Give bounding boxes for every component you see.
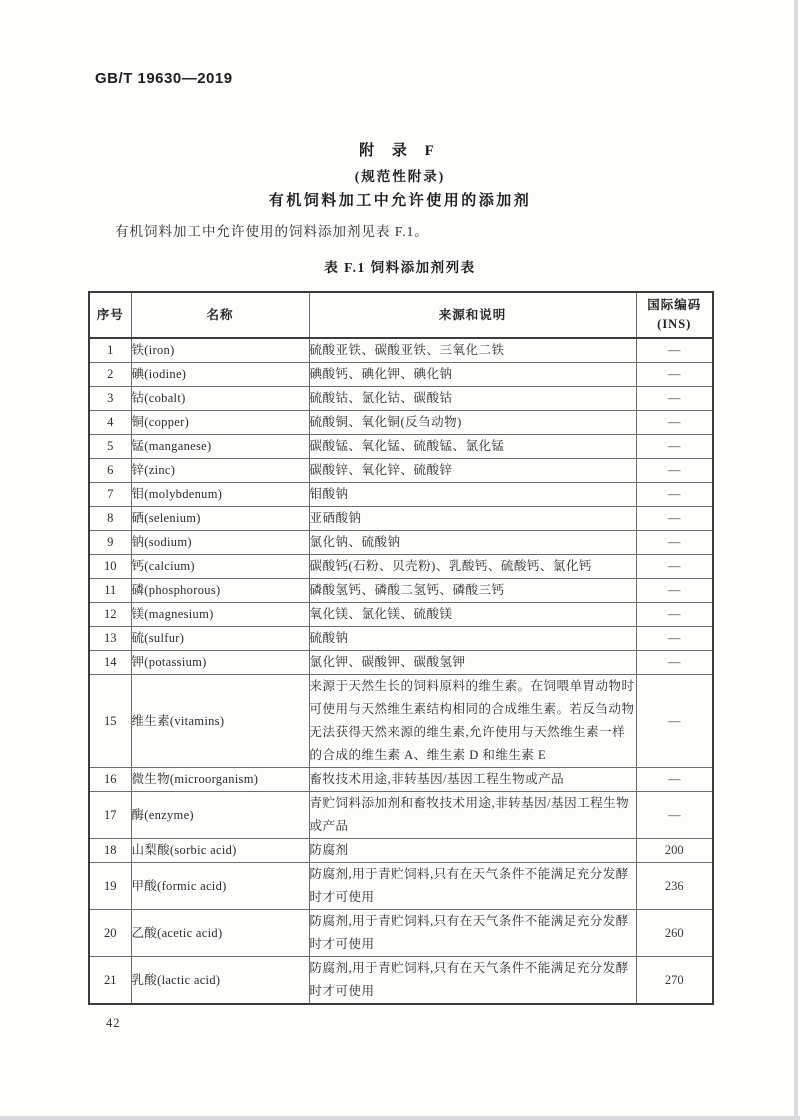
cell-source-description: 磷酸氢钙、磷酸二氢钙、磷酸三钙 xyxy=(309,579,636,603)
cell-name: 乳酸(lactic acid) xyxy=(131,957,309,1005)
cell-ins-code: — xyxy=(636,483,713,507)
cell-name: 钴(cobalt) xyxy=(131,387,309,411)
cell-ins-code: — xyxy=(636,387,713,411)
table-row xyxy=(89,651,713,675)
cell-serial: 19 xyxy=(89,863,131,910)
cell-source-description: 硫酸亚铁、碳酸亚铁、三氧化二铁 xyxy=(309,338,636,363)
cell-serial: 8 xyxy=(89,507,131,531)
page-number: 42 xyxy=(106,1016,121,1030)
cell-ins-code: 200 xyxy=(636,839,713,863)
header-ins-line1: 国际编码 xyxy=(647,298,702,312)
cell-ins-code: — xyxy=(636,411,713,435)
table-row xyxy=(89,910,713,957)
intro-paragraph: 有机饲料加工中允许使用的饲料添加剂见表 F.1。 xyxy=(115,224,429,239)
table-row xyxy=(89,603,713,627)
table-row xyxy=(89,435,713,459)
header-desc: 来源和说明 xyxy=(309,292,636,338)
cell-ins-code: — xyxy=(636,363,713,387)
appendix-heading: 有机饲料加工中允许使用的添加剂 xyxy=(268,193,532,209)
cell-source-description: 青贮饲料添加剂和畜牧技术用途,非转基因/基因工程生物或产品 xyxy=(309,792,636,839)
cell-name: 硒(selenium) xyxy=(131,507,309,531)
cell-ins-code: — xyxy=(636,338,713,363)
table-header xyxy=(89,292,713,338)
cell-name: 微生物(microorganism) xyxy=(131,768,309,792)
cell-serial: 12 xyxy=(89,603,131,627)
header-ins-line2: (INS) xyxy=(657,317,692,331)
feed-additives-table xyxy=(88,291,714,1005)
cell-serial: 14 xyxy=(89,651,131,675)
table-row xyxy=(89,627,713,651)
cell-serial: 3 xyxy=(89,387,131,411)
cell-name: 甲酸(formic acid) xyxy=(131,863,309,910)
cell-serial: 1 xyxy=(89,338,131,363)
table-row xyxy=(89,555,713,579)
cell-source-description: 硫酸铜、氧化铜(反刍动物) xyxy=(309,411,636,435)
cell-ins-code: — xyxy=(636,651,713,675)
cell-serial: 6 xyxy=(89,459,131,483)
cell-source-description: 氧化镁、氯化镁、硫酸镁 xyxy=(309,603,636,627)
cell-ins-code: — xyxy=(636,792,713,839)
cell-serial: 7 xyxy=(89,483,131,507)
cell-ins-code: — xyxy=(636,435,713,459)
table-row xyxy=(89,459,713,483)
cell-serial: 18 xyxy=(89,839,131,863)
cell-source-description: 碳酸钙(石粉、贝壳粉)、乳酸钙、硫酸钙、氯化钙 xyxy=(309,555,636,579)
table-row xyxy=(89,363,713,387)
cell-name: 镁(magnesium) xyxy=(131,603,309,627)
cell-name: 钼(molybdenum) xyxy=(131,483,309,507)
cell-ins-code: — xyxy=(636,768,713,792)
header-ins xyxy=(636,292,713,338)
cell-ins-code: — xyxy=(636,531,713,555)
cell-source-description: 氯化钠、硫酸钠 xyxy=(309,531,636,555)
cell-serial: 17 xyxy=(89,792,131,839)
cell-source-description: 防腐剂,用于青贮饲料,只有在天气条件不能满足充分发酵时才可使用 xyxy=(309,957,636,1005)
cell-name: 硫(sulfur) xyxy=(131,627,309,651)
cell-source-description: 亚硒酸钠 xyxy=(309,507,636,531)
appendix-title: 附 录 F xyxy=(359,143,441,159)
table-row xyxy=(89,839,713,863)
cell-serial: 5 xyxy=(89,435,131,459)
table-row xyxy=(89,768,713,792)
header-row xyxy=(89,292,713,338)
cell-ins-code: — xyxy=(636,627,713,651)
cell-source-description: 畜牧技术用途,非转基因/基因工程生物或产品 xyxy=(309,768,636,792)
cell-serial: 2 xyxy=(89,363,131,387)
scan-edge-right xyxy=(794,0,798,1120)
table-row xyxy=(89,531,713,555)
cell-ins-code: 236 xyxy=(636,863,713,910)
cell-ins-code: — xyxy=(636,675,713,768)
cell-source-description: 防腐剂,用于青贮饲料,只有在天气条件不能满足充分发酵时才可使用 xyxy=(309,863,636,910)
cell-ins-code: — xyxy=(636,579,713,603)
cell-source-description: 碘酸钙、碘化钾、碘化钠 xyxy=(309,363,636,387)
cell-serial: 16 xyxy=(89,768,131,792)
cell-source-description: 硫酸钠 xyxy=(309,627,636,651)
table-row xyxy=(89,483,713,507)
cell-serial: 4 xyxy=(89,411,131,435)
cell-ins-code: — xyxy=(636,603,713,627)
additives-table-body xyxy=(89,338,713,1004)
table-row xyxy=(89,387,713,411)
appendix-subtitle: (规范性附录) xyxy=(354,169,446,184)
cell-serial: 9 xyxy=(89,531,131,555)
cell-name: 钾(potassium) xyxy=(131,651,309,675)
cell-name: 铜(copper) xyxy=(131,411,309,435)
cell-name: 锌(zinc) xyxy=(131,459,309,483)
cell-source-description: 碳酸锰、氧化锰、硫酸锰、氯化锰 xyxy=(309,435,636,459)
cell-serial: 15 xyxy=(89,675,131,768)
cell-ins-code: — xyxy=(636,507,713,531)
cell-source-description: 来源于天然生长的饲料原料的维生素。在饲喂单胃动物时可使用与天然维生素结构相同的合成维生素。若反刍动物无法获得天然来源的维生素,允许使用与天然维生素一样的合成的维生素 A、维生素 D 和维生素 E xyxy=(309,675,636,768)
scan-edge-bottom xyxy=(0,1116,800,1120)
cell-serial: 20 xyxy=(89,910,131,957)
table-row xyxy=(89,792,713,839)
cell-name: 酶(enzyme) xyxy=(131,792,309,839)
table-row xyxy=(89,863,713,910)
cell-name: 碘(iodine) xyxy=(131,363,309,387)
cell-serial: 10 xyxy=(89,555,131,579)
header-name: 名称 xyxy=(131,292,309,338)
table-caption: 表 F.1 饲料添加剂列表 xyxy=(324,260,476,275)
header-no: 序号 xyxy=(89,292,131,338)
cell-name: 锰(manganese) xyxy=(131,435,309,459)
cell-name: 乙酸(acetic acid) xyxy=(131,910,309,957)
table-row xyxy=(89,411,713,435)
cell-name: 钙(calcium) xyxy=(131,555,309,579)
cell-ins-code: 260 xyxy=(636,910,713,957)
standard-code: GB/T 19630—2019 xyxy=(95,70,233,87)
table-row xyxy=(89,957,713,1005)
cell-ins-code: — xyxy=(636,555,713,579)
cell-source-description: 防腐剂 xyxy=(309,839,636,863)
table-row xyxy=(89,507,713,531)
cell-name: 铁(iron) xyxy=(131,338,309,363)
cell-name: 山梨酸(sorbic acid) xyxy=(131,839,309,863)
table-row xyxy=(89,338,713,363)
cell-source-description: 碳酸锌、氧化锌、硫酸锌 xyxy=(309,459,636,483)
cell-serial: 13 xyxy=(89,627,131,651)
cell-name: 钠(sodium) xyxy=(131,531,309,555)
cell-ins-code: 270 xyxy=(636,957,713,1005)
cell-source-description: 钼酸钠 xyxy=(309,483,636,507)
cell-source-description: 防腐剂,用于青贮饲料,只有在天气条件不能满足充分发酵时才可使用 xyxy=(309,910,636,957)
cell-serial: 11 xyxy=(89,579,131,603)
cell-source-description: 氯化钾、碳酸钾、碳酸氢钾 xyxy=(309,651,636,675)
table-row xyxy=(89,579,713,603)
cell-name: 磷(phosphorous) xyxy=(131,579,309,603)
cell-serial: 21 xyxy=(89,957,131,1005)
cell-ins-code: — xyxy=(636,459,713,483)
table-row xyxy=(89,675,713,768)
cell-source-description: 硫酸钴、氯化钴、碳酸钴 xyxy=(309,387,636,411)
cell-name: 维生素(vitamins) xyxy=(131,675,309,768)
